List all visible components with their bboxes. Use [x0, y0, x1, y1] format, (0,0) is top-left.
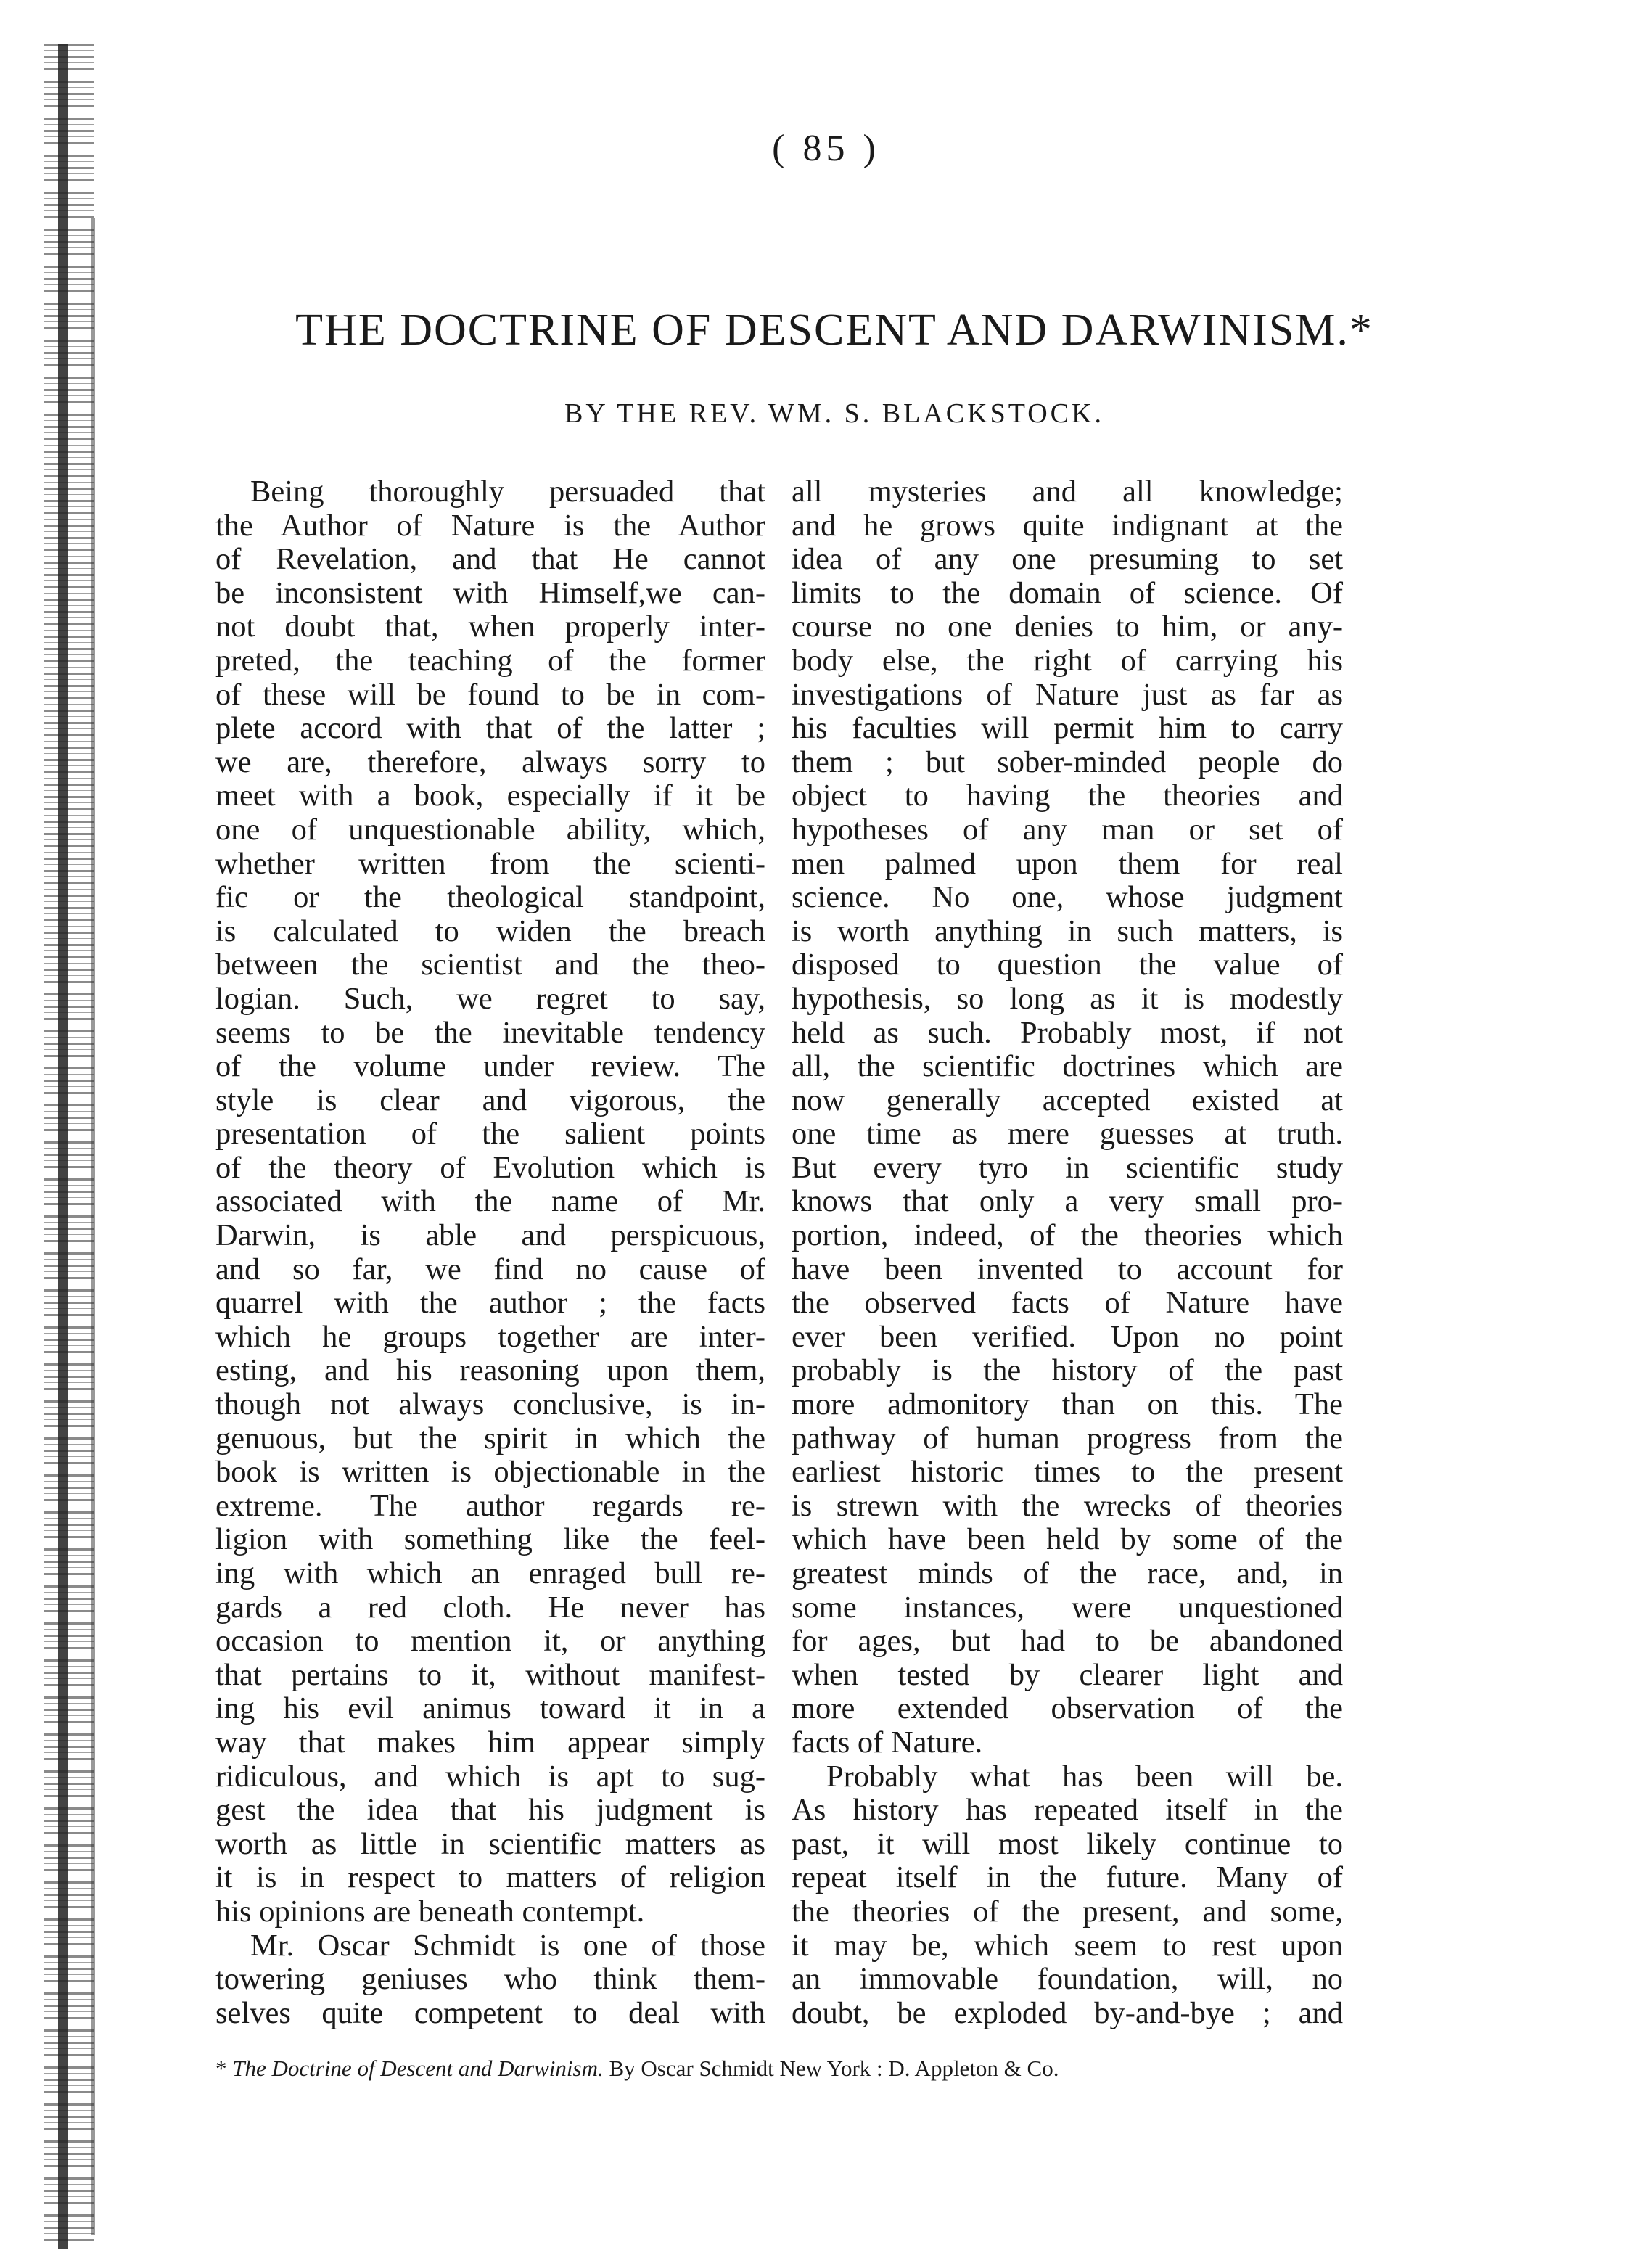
- text-line: of these will be found to be in com-: [215, 677, 765, 712]
- text-line: one time as mere guesses at truth.: [792, 1117, 1343, 1151]
- text-line: some instances, were unquestioned: [792, 1590, 1343, 1625]
- text-line: As history has repeated itself in the: [792, 1793, 1343, 1828]
- text-line: probably is the history of the past: [792, 1353, 1343, 1388]
- left-column: [215, 475, 765, 2030]
- text-line: it is in respect to matters of religion: [215, 1860, 765, 1895]
- text-line: held as such. Probably most, if not: [792, 1015, 1343, 1050]
- text-line: past, it will most likely continue to: [792, 1826, 1343, 1861]
- text-line: whether written from the scienti-: [215, 846, 765, 881]
- text-line: an immovable foundation, will, no: [792, 1962, 1343, 1997]
- text-line: and he grows quite indignant at the: [792, 508, 1343, 543]
- text-line: not doubt that, when properly inter-: [215, 609, 765, 644]
- text-line: which have been held by some of the: [792, 1522, 1343, 1557]
- text-line: ever been verified. Upon no point: [792, 1319, 1343, 1354]
- text-line: preted, the teaching of the former: [215, 643, 765, 678]
- text-line: more admonitory than on this. The: [792, 1387, 1343, 1422]
- text-line: them ; but sober-minded people do: [792, 744, 1343, 779]
- text-line: of Revelation, and that He cannot: [215, 542, 765, 577]
- text-line: knows that only a very small pro-: [792, 1184, 1343, 1219]
- text-line: Darwin, is able and perspicuous,: [215, 1218, 765, 1253]
- text-line: plete accord with that of the latter ;: [215, 711, 765, 746]
- text-line: Mr. Oscar Schmidt is one of those: [250, 1928, 765, 1963]
- text-line: course no one denies to him, or any-: [792, 609, 1343, 644]
- text-line: logian. Such, we regret to say,: [215, 981, 765, 1016]
- text-line: style is clear and vigorous, the: [215, 1083, 765, 1117]
- text-line: limits to the domain of science. Of: [792, 575, 1343, 610]
- text-line: men palmed upon them for real: [792, 846, 1343, 881]
- text-line: occasion to mention it, or anything: [215, 1624, 765, 1659]
- text-line: ridiculous, and which is apt to sug-: [215, 1759, 765, 1794]
- article-title: THE DOCTRINE OF DESCENT AND DARWINISM.*: [295, 305, 1373, 355]
- text-line: greatest minds of the race, and, in: [792, 1556, 1343, 1590]
- footnote: [215, 2056, 1347, 2082]
- text-line: it may be, which seem to rest upon: [792, 1928, 1343, 1963]
- text-line: associated with the name of Mr.: [215, 1184, 765, 1219]
- text-line: selves quite competent to deal with: [215, 1995, 765, 2030]
- text-line: presentation of the salient points: [215, 1117, 765, 1151]
- book-binding-edge: [58, 44, 68, 2249]
- text-line: gest the idea that his judgment is: [215, 1793, 765, 1828]
- text-line: portion, indeed, of the theories which: [792, 1218, 1343, 1253]
- right-column: [792, 475, 1343, 2030]
- page-number: ( 85 ): [772, 128, 880, 169]
- text-line: his opinions are beneath contempt.: [215, 1894, 645, 1929]
- text-line: investigations of Nature just as far as: [792, 677, 1343, 712]
- text-line: ligion with something like the feel-: [215, 1522, 765, 1557]
- text-line: more extended observation of the: [792, 1691, 1343, 1726]
- text-line: is worth anything in such matters, is: [792, 913, 1343, 948]
- text-line: doubt, be exploded by-and-bye ; and: [792, 1995, 1343, 2030]
- text-line: ing with which an enraged bull re-: [215, 1556, 765, 1590]
- footnote-book-title: The Doctrine of Descent and Darwinism.: [232, 2056, 604, 2081]
- text-line: one of unquestionable ability, which,: [215, 812, 765, 847]
- text-line: way that makes him appear simply: [215, 1725, 765, 1760]
- footnote-publication: By Oscar Schmidt New York : D. Appleton & Co.: [609, 2056, 1059, 2081]
- text-line: is strewn with the wrecks of theories: [792, 1488, 1343, 1523]
- text-line: hypotheses of any man or set of: [792, 812, 1343, 847]
- text-line: pathway of human progress from the: [792, 1421, 1343, 1455]
- text-line: earliest historic times to the present: [792, 1455, 1343, 1490]
- text-line: book is written is objectionable in the: [215, 1455, 765, 1490]
- footnote-marker: *: [215, 2056, 227, 2081]
- text-line: esting, and his reasoning upon them,: [215, 1353, 765, 1388]
- text-line: disposed to question the value of: [792, 948, 1343, 982]
- text-line: all, the scientific doctrines which are: [792, 1049, 1343, 1084]
- text-line: the Author of Nature is the Author: [215, 508, 765, 543]
- text-line: his faculties will permit him to carry: [792, 711, 1343, 746]
- text-line: all mysteries and all knowledge;: [792, 475, 1343, 509]
- text-line: have been invented to account for: [792, 1252, 1343, 1286]
- text-line: the theories of the present, and some,: [792, 1894, 1343, 1929]
- text-line: facts of Nature.: [792, 1725, 983, 1760]
- book-binding-shadow: [44, 44, 94, 2249]
- article-byline: BY THE REV. WM. S. BLACKSTOCK.: [564, 398, 1104, 429]
- text-line: is calculated to widen the breach: [215, 913, 765, 948]
- text-line: extreme. The author regards re-: [215, 1488, 765, 1523]
- text-line: between the scientist and the theo-: [215, 948, 765, 982]
- text-line: fic or the theological standpoint,: [215, 880, 765, 915]
- text-line: ing his evil animus toward it in a: [215, 1691, 765, 1726]
- text-line: Probably what has been will be.: [826, 1759, 1343, 1794]
- text-line: when tested by clearer light and: [792, 1657, 1343, 1692]
- text-line: object to having the theories and: [792, 779, 1343, 813]
- text-line: of the theory of Evolution which is: [215, 1150, 765, 1185]
- book-binding-inner-edge: [91, 218, 95, 2235]
- text-line: the observed facts of Nature have: [792, 1286, 1343, 1321]
- text-line: quarrel with the author ; the facts: [215, 1286, 765, 1321]
- text-line: worth as little in scientific matters as: [215, 1826, 765, 1861]
- text-line: gards a red cloth. He never has: [215, 1590, 765, 1625]
- text-line: that pertains to it, without manifest-: [215, 1657, 765, 1692]
- text-line: which he groups together are inter-: [215, 1319, 765, 1354]
- text-line: Being thoroughly persuaded that: [250, 475, 765, 509]
- text-line: for ages, but had to be abandoned: [792, 1624, 1343, 1659]
- text-line: idea of any one presuming to set: [792, 542, 1343, 577]
- text-line: though not always conclusive, is in-: [215, 1387, 765, 1422]
- text-line: now generally accepted existed at: [792, 1083, 1343, 1117]
- text-line: But every tyro in scientific study: [792, 1150, 1343, 1185]
- text-line: science. No one, whose judgment: [792, 880, 1343, 915]
- text-line: hypothesis, so long as it is modestly: [792, 981, 1343, 1016]
- text-line: and so far, we find no cause of: [215, 1252, 765, 1286]
- text-line: genuous, but the spirit in which the: [215, 1421, 765, 1455]
- text-line: we are, therefore, always sorry to: [215, 744, 765, 779]
- text-line: body else, the right of carrying his: [792, 643, 1343, 678]
- text-line: repeat itself in the future. Many of: [792, 1860, 1343, 1895]
- text-line: meet with a book, especially if it be: [215, 779, 765, 813]
- text-line: towering geniuses who think them-: [215, 1962, 765, 1997]
- text-line: seems to be the inevitable tendency: [215, 1015, 765, 1050]
- text-line: be inconsistent with Himself,we can-: [215, 575, 765, 610]
- text-line: of the volume under review. The: [215, 1049, 765, 1084]
